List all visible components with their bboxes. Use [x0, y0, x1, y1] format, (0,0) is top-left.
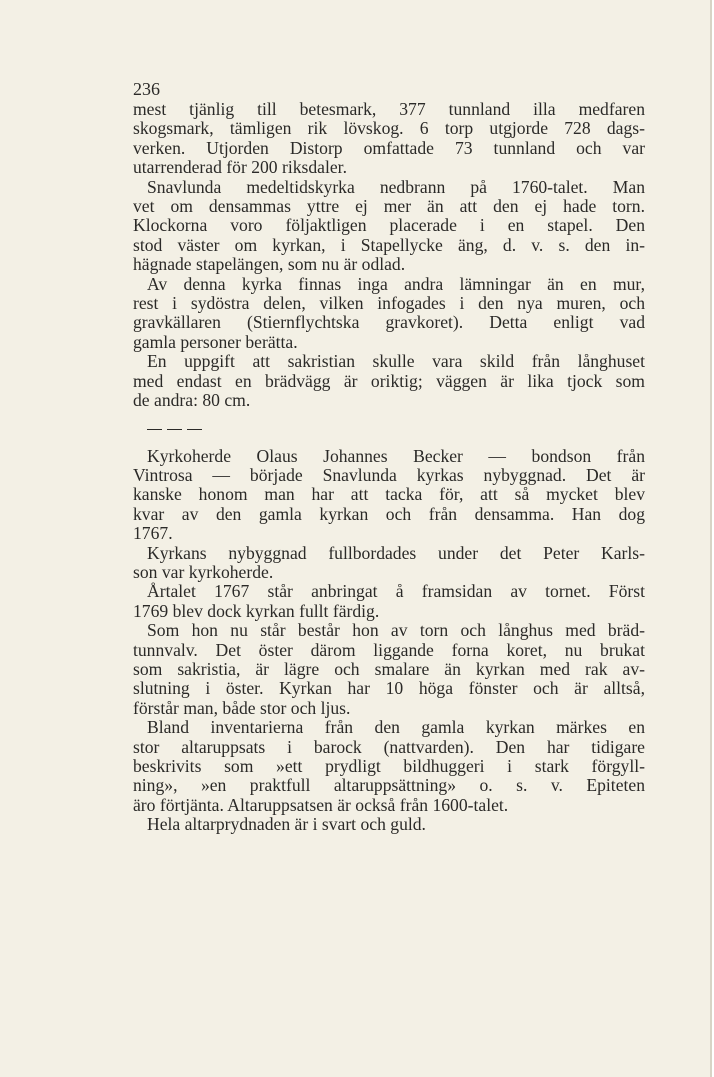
separator-dash — [167, 429, 182, 430]
paragraph — [133, 352, 645, 410]
text-line: gravkällaren (Stiernflychtska gravkoret). Detta enligt vad — [133, 312, 645, 333]
text-line: förstår man, både stor och ljus. — [133, 697, 351, 718]
text-line: med endast en brädvägg är oriktig; väggen är lika tjock som — [133, 370, 645, 391]
section-before-separator — [133, 100, 645, 411]
separator-dash — [187, 429, 202, 430]
text-line: Bland inventarierna från den gamla kyrkan märkes en — [147, 717, 645, 738]
text-line: gamla personer berätta. — [133, 331, 298, 352]
text-line: stod väster om kyrkan, i Stapellycke äng, d. v. s. den in- — [133, 234, 645, 255]
text-line: rest i sydöstra delen, vilken infogades i den nya muren, och — [133, 293, 645, 314]
text-line: utarrenderad för 200 riksdaler. — [133, 157, 347, 178]
text-line: stor altaruppsats i barock (nattvarden). Den har tidigare — [133, 736, 645, 757]
text-line: mest tjänlig till betesmark, 377 tunnland illa medfaren — [133, 99, 645, 119]
text-line: En uppgift att sakristian skulle vara skild från långhuset — [147, 351, 645, 372]
text-line: tunnvalv. Det öster därom liggande forna koret, nu brukat — [133, 639, 645, 660]
text-line: skogsmark, tämligen rik lövskog. 6 torp utgjorde 728 dags- — [133, 118, 645, 139]
text-line: Kyrkans nybyggnad fullbordades under det Peter Karls- — [147, 542, 645, 563]
text-line: äro förtjänta. Altaruppsatsen är också från 1600-talet. — [133, 794, 509, 815]
text-line: son var kyrkoherde. — [133, 561, 274, 582]
paragraph — [133, 621, 645, 718]
text-line: kanske honom man har att tacka för, att så mycket blev — [133, 484, 645, 505]
section-after-separator — [133, 447, 645, 835]
text-line: slutning i öster. Kyrkan har 10 höga fönster och är alltså, — [133, 678, 645, 699]
text-line: vet om densammas yttre ej mer än att den ej hade torn. — [133, 196, 645, 217]
section-separator — [133, 415, 645, 443]
text-line: Vintrosa — började Snavlunda kyrkas nybyggnad. Det är — [133, 464, 645, 485]
text-line: Kyrkoherde Olaus Johannes Becker — bondson från — [147, 445, 645, 466]
paragraph — [133, 275, 645, 353]
paragraph — [133, 178, 645, 275]
text-line: Av denna kyrka finnas inga andra lämningar än en mur, — [147, 273, 645, 294]
text-line: 1769 blev dock kyrkan fullt färdig. — [133, 600, 380, 621]
paragraph — [133, 544, 645, 583]
text-line: Som hon nu står består hon av torn och långhus med bräd- — [147, 620, 645, 641]
text-line: de andra: 80 cm. — [133, 390, 251, 411]
text-line: beskrivits som »ett prydligt bildhuggeri i stark förgyll- — [133, 756, 645, 776]
text-line: Snavlunda medeltidskyrka nedbrann på 1760-talet. Man — [147, 176, 645, 197]
text-line: Hela altarprydnaden är i svart och guld. — [147, 814, 426, 835]
paragraph — [133, 718, 645, 815]
paragraph — [133, 815, 645, 834]
separator-dash — [147, 429, 162, 430]
paragraph — [133, 100, 645, 178]
page-text — [133, 78, 645, 835]
text-line: 1767. — [133, 523, 173, 544]
page-number: 236 — [133, 79, 160, 99]
text-line: som sakristia, är lägre och smalare än kyrkan med rak av- — [133, 658, 645, 679]
paragraph — [133, 447, 645, 544]
text-line: kvar av den gamla kyrkan och från densamma. Han dog — [133, 503, 645, 524]
text-line: Klockorna voro följaktligen placerade i en stapel. Den — [133, 215, 645, 236]
text-line: ning», »en praktfull altaruppsättning» o. s. v. Epiteten — [133, 775, 645, 796]
text-line: hägnade stapelängen, som nu är odlad. — [133, 254, 406, 275]
paragraph — [133, 582, 645, 621]
text-line: verken. Utjorden Distorp omfattade 73 tunnland och var — [133, 137, 645, 158]
text-line: Årtalet 1767 står anbringat å framsidan av tornet. Först — [147, 581, 645, 602]
